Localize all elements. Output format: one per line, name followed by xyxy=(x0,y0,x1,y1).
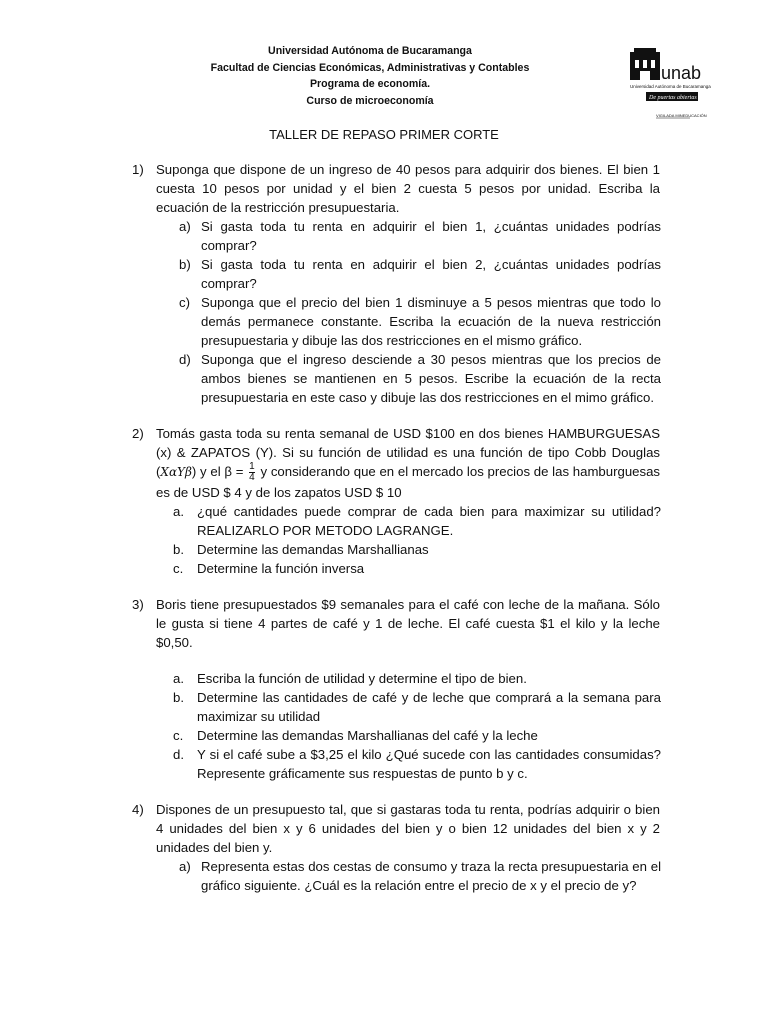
question-text: ) y el β = xyxy=(191,464,244,479)
item-label: b. xyxy=(173,690,184,706)
item-label: c) xyxy=(179,295,190,310)
page-title: TALLER DE REPASO PRIMER CORTE xyxy=(269,127,499,142)
question-3-item-d xyxy=(173,745,661,783)
question-1-item-c xyxy=(179,293,661,350)
svg-text:De puertas abiertas: De puertas abiertas xyxy=(649,95,697,101)
item-label: c. xyxy=(173,561,184,577)
program-name: Programa de economía. xyxy=(309,78,431,90)
question-2-item-b xyxy=(173,540,661,559)
question-3-item-c xyxy=(173,726,661,745)
item-text: Suponga que el precio del bien 1 disminuye a 5 pesos mientras que todo lo demás permanece constante. Escriba la ecuación de la nueva restricción presupuestaria y dibuje las dos restricciones en el mismo gráfico. xyxy=(201,295,661,348)
question-number: 1) xyxy=(132,162,144,177)
unab-logo xyxy=(628,44,718,120)
item-text: Determine las demandas Marshallianas del café y la leche xyxy=(197,728,538,744)
question-number: 2) xyxy=(132,426,144,441)
svg-text:Universidad Autónoma de Bucara: Universidad Autónoma de Bucaramanga xyxy=(630,84,711,89)
item-label: c. xyxy=(173,728,184,744)
item-label: a. xyxy=(173,671,184,687)
item-text: Si gasta toda tu renta en adquirir el bien 2, ¿cuántas unidades podrías comprar? xyxy=(201,257,661,291)
exercise-list xyxy=(0,160,768,895)
item-text: Representa estas dos cestas de consumo y traza la recta presupuestaria en el gráfico siguiente. ¿Cuál es la relación entre el precio de x y el precio de y? xyxy=(201,859,661,894)
item-label: d. xyxy=(173,747,184,763)
question-number: 4) xyxy=(132,802,144,818)
beta-fraction xyxy=(249,462,255,483)
item-text: Determine las demandas Marshallianas xyxy=(197,542,429,558)
question-text: Tomás gasta toda su renta semanal de USD $100 en dos bienes HAMBURGUESAS (x) & ZAPATOS (Y). Si su función de utilidad es una función de tipo Cobb Douglas ( xyxy=(156,426,660,479)
fraction-numerator: 1 xyxy=(249,461,255,473)
item-text: ¿qué cantidades puede comprar de cada bien para maximizar su utilidad? REALIZARLO POR METODO LAGRANGE. xyxy=(197,504,661,539)
item-text: Suponga que el ingreso desciende a 30 pesos mientras que los precios de ambos bienes se mantienen en 5 pesos. Escribe la ecuación de la recta presupuestaria en este caso y dibuje las dos restricciones en el mimo gráfico. xyxy=(201,352,661,405)
question-1-item-a xyxy=(179,217,661,255)
question-text: Boris tiene presupuestados $9 semanales para el café con leche de la mañana. Sólo le gusta si tiene 4 partes de café y 1 de leche. El café cuesta $1 el kilo y la leche $0,50. xyxy=(156,597,660,651)
svg-text:unab: unab xyxy=(661,63,702,83)
item-text: Y si el café sube a $3,25 el kilo ¿Qué sucede con las cantidades consumidas? Represente gráficamente sus respuestas de punto b y c. xyxy=(197,747,661,782)
question-1-item-b xyxy=(179,255,661,293)
item-label: b. xyxy=(173,542,184,558)
question-text: Dispones de un presupuesto tal, que si gastaras toda tu renta, podrías adquirir o bien 4 unidades del bien x y 6 unidades del bien y o bien 12 unidades del bien x y 2 unidades del bien y. xyxy=(156,802,660,856)
question-3 xyxy=(132,595,660,652)
question-3-item-b xyxy=(173,688,661,726)
svg-text:VIGILADA MINEDUCACIÓN: VIGILADA MINEDUCACIÓN xyxy=(656,113,707,118)
question-3-item-a xyxy=(173,669,661,688)
item-label: d) xyxy=(179,352,191,367)
document-header xyxy=(160,43,580,109)
course-name: Curso de microeconomía xyxy=(306,94,434,107)
question-text: y considerando que en el mercado los precios de las hamburguesas es de USD $ 4 y de los zapatos USD $ 10 xyxy=(156,464,661,501)
item-label: a. xyxy=(173,504,184,520)
item-text: Escriba la función de utilidad y determine el tipo de bien. xyxy=(197,671,527,687)
item-text: Determine las cantidades de café y de leche que comprará a la semana para maximizar su utilidad xyxy=(197,690,661,725)
question-1-item-d xyxy=(179,350,661,407)
university-name: Universidad Autónoma de Bucaramanga xyxy=(268,45,472,57)
item-text: Determine la función inversa xyxy=(197,561,365,577)
item-label: a) xyxy=(179,219,191,234)
question-2-item-a xyxy=(173,502,661,540)
question-number: 3) xyxy=(132,597,144,613)
question-2 xyxy=(132,424,661,502)
item-label: b) xyxy=(179,257,191,272)
question-1 xyxy=(132,160,660,217)
question-text: Suponga que dispone de un ingreso de 40 pesos para adquirir dos bienes. El bien 1 cuesta 10 pesos por unidad y el bien 2 cuesta 5 pesos por unidad. Escriba la ecuación de la restricción presupuestaria. xyxy=(156,162,660,215)
question-4-item-a xyxy=(179,857,661,895)
cobb-douglas-formula: XαYβ xyxy=(160,465,192,479)
item-text: Si gasta toda tu renta en adquirir el bien 1, ¿cuántas unidades podrías comprar? xyxy=(201,219,661,253)
question-2-item-c xyxy=(173,559,661,578)
item-label: a) xyxy=(179,859,191,875)
faculty-name: Facultad de Ciencias Económicas, Administrativas y Contables xyxy=(210,61,530,74)
fraction-denominator: 4 xyxy=(249,472,255,484)
question-4 xyxy=(132,800,660,857)
